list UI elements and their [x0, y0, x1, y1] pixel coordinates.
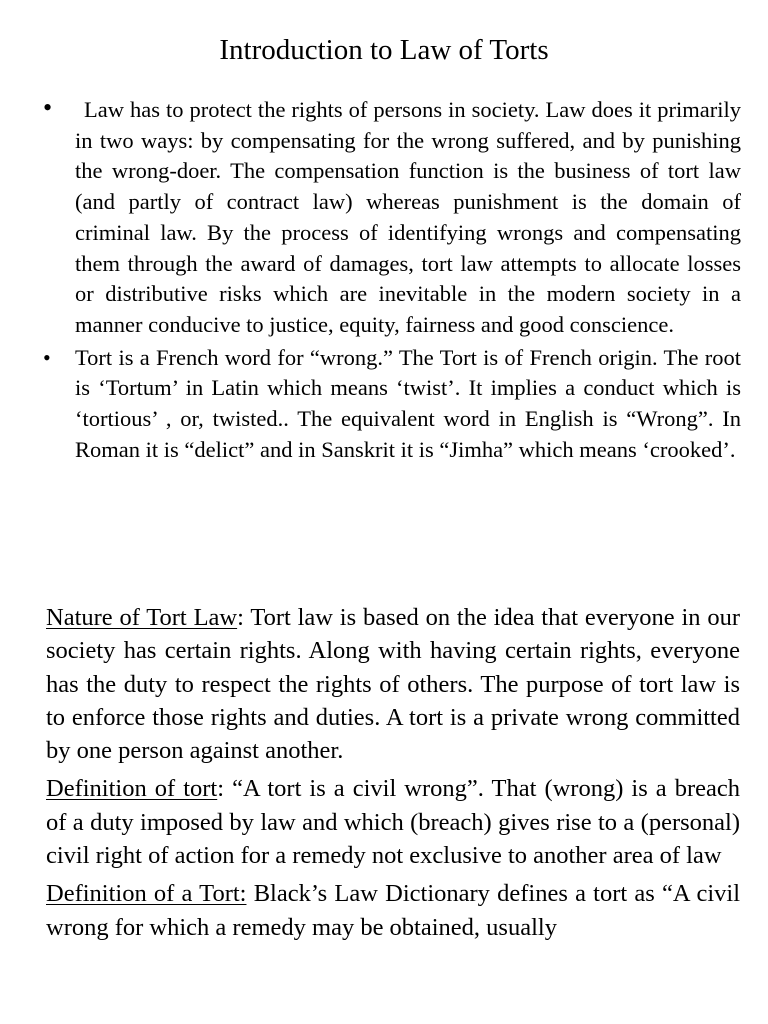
intro-bullet-list: [0, 95, 768, 465]
heading-separator: :: [237, 604, 251, 631]
bullet-marker: •: [43, 93, 53, 122]
bullet-text: Law has to protect the rights of persons in society. Law does it primarily in two ways: by compensating for the wrong suffered, and by punishing the wrong-doer. The compensation function is the business of tort law (and partly of contract law) whereas punishment is the domain of criminal law. By the process of identifying wrongs and compensating them through the award of damages, tort law attempts to allocate losses or distributive risks which are inevitable in the modern society in a manner conducive to justice, equity, fairness and good conscience.: [75, 97, 741, 337]
heading-separator: :: [217, 775, 233, 803]
section-heading: Nature of Tort Law: [46, 604, 238, 631]
definition-of-tort-paragraph: [46, 772, 740, 872]
bullet-text: Tort is a French word for “wrong.” The Tort is of French origin. The root is ‘Tortum’ in Latin which means ‘twist’. It implies a conduct which is ‘tortious’ , or, twisted.. The equivalent word in English is “Wrong”. In Roman it is “delict” and in Sanskrit it is “Jimha” which means ‘crooked’.: [75, 344, 741, 462]
section-text: “A tort is a civil wrong”. That (wrong) is a breach of a duty imposed by law and which (breach) gives rise to a (personal) civil right of action for a remedy not exclusive to another area of law: [46, 775, 740, 870]
section-heading: Definition of tort: [46, 775, 218, 803]
bullet-item-law-purpose: [0, 95, 768, 341]
nature-of-tort-law-paragraph: [46, 601, 740, 767]
section-heading: Definition of a Tort:: [46, 880, 247, 908]
bullet-marker: •: [43, 344, 51, 370]
bullet-item-tort-origin: [0, 343, 768, 466]
section-text: Black’s Law Dictionary defines a tort as “A civil wrong for which a remedy may be obtained, usually: [46, 880, 741, 941]
section-text: Tort law is based on the idea that everyone in our society has certain rights. Along with having certain rights, everyone has the duty to respect the rights of others. The purpose of tort law is to enforce those rights and duties. A tort is a private wrong committed by one person against another.: [46, 604, 740, 765]
page-title: Introduction to Law of Torts: [219, 34, 549, 66]
blacks-law-definition-paragraph: [46, 877, 740, 944]
tort-definitions-section: [46, 601, 740, 949]
heading-separator: [246, 880, 253, 907]
